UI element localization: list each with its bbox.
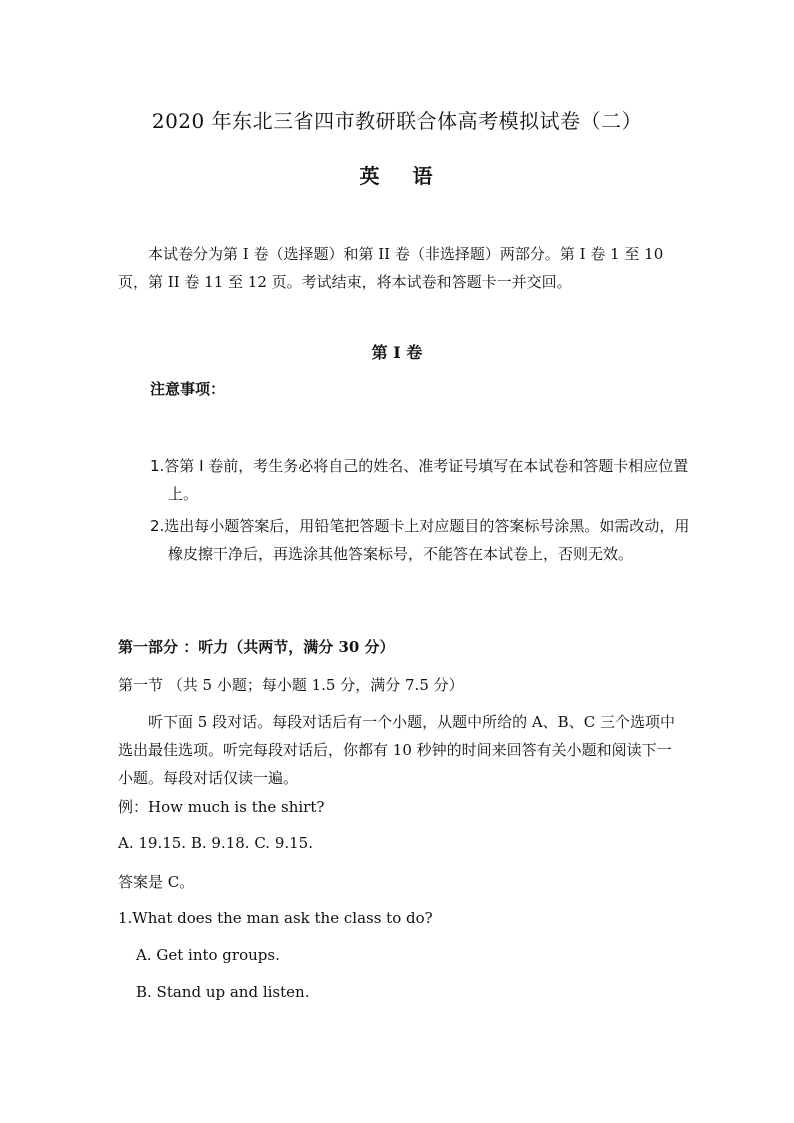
section-heading: 第一节 （共 5 小题；每小题 1.5 分，满分 7.5 分） xyxy=(118,676,464,694)
question-option: A. Get into groups. xyxy=(136,946,280,964)
notice-heading: 注意事项： xyxy=(150,380,226,398)
example-options: A. 19.15. B. 9.18. C. 9.15. xyxy=(118,834,313,852)
notice-item: 2.选出每小题答案后，用铅笔把答题卡上对应题目的答案标号涂黑。如需改动，用橡皮擦干净后，再选涂其他答案标号，不能答在本试卷上，否则无效。 xyxy=(150,517,690,563)
question-option: B. Stand up and listen. xyxy=(136,983,310,1001)
exam-title: 2020 年东北三省四市教研联合体高考模拟试卷（二） xyxy=(151,109,643,133)
part-heading: 第一部分 ：听力（共两节，满分 30 分） xyxy=(118,638,395,656)
volume-heading: 第 I 卷 xyxy=(371,343,423,362)
intro-paragraph: 本试卷分为第 I 卷（选择题）和第 II 卷（非选择题）两部分。第 I 卷 1 至 10 页，第 II 卷 11 至 12 页。考试结束，将本试卷和答题卡一并交回。 xyxy=(118,245,664,291)
example-question: 例：How much is the shirt? xyxy=(118,798,325,816)
notice-item: 1.答第 I 卷前，考生务必将自己的姓名、准考证号填写在本试卷和答题卡相应位置上。 xyxy=(150,457,689,503)
listening-instructions: 听下面 5 段对话。每段对话后有一个小题，从题中所给的 A、B、C 三个选项中选出最佳选项。听完每段对话后，你都有 10 秒钟的时间来回答有关小题和阅读下一小题。每段对话仅读一遍。 xyxy=(118,713,675,787)
subject-title: 英 语 xyxy=(359,164,435,188)
question-stem: 1.What does the man ask the class to do? xyxy=(118,909,433,927)
example-answer: 答案是 C。 xyxy=(118,873,195,891)
